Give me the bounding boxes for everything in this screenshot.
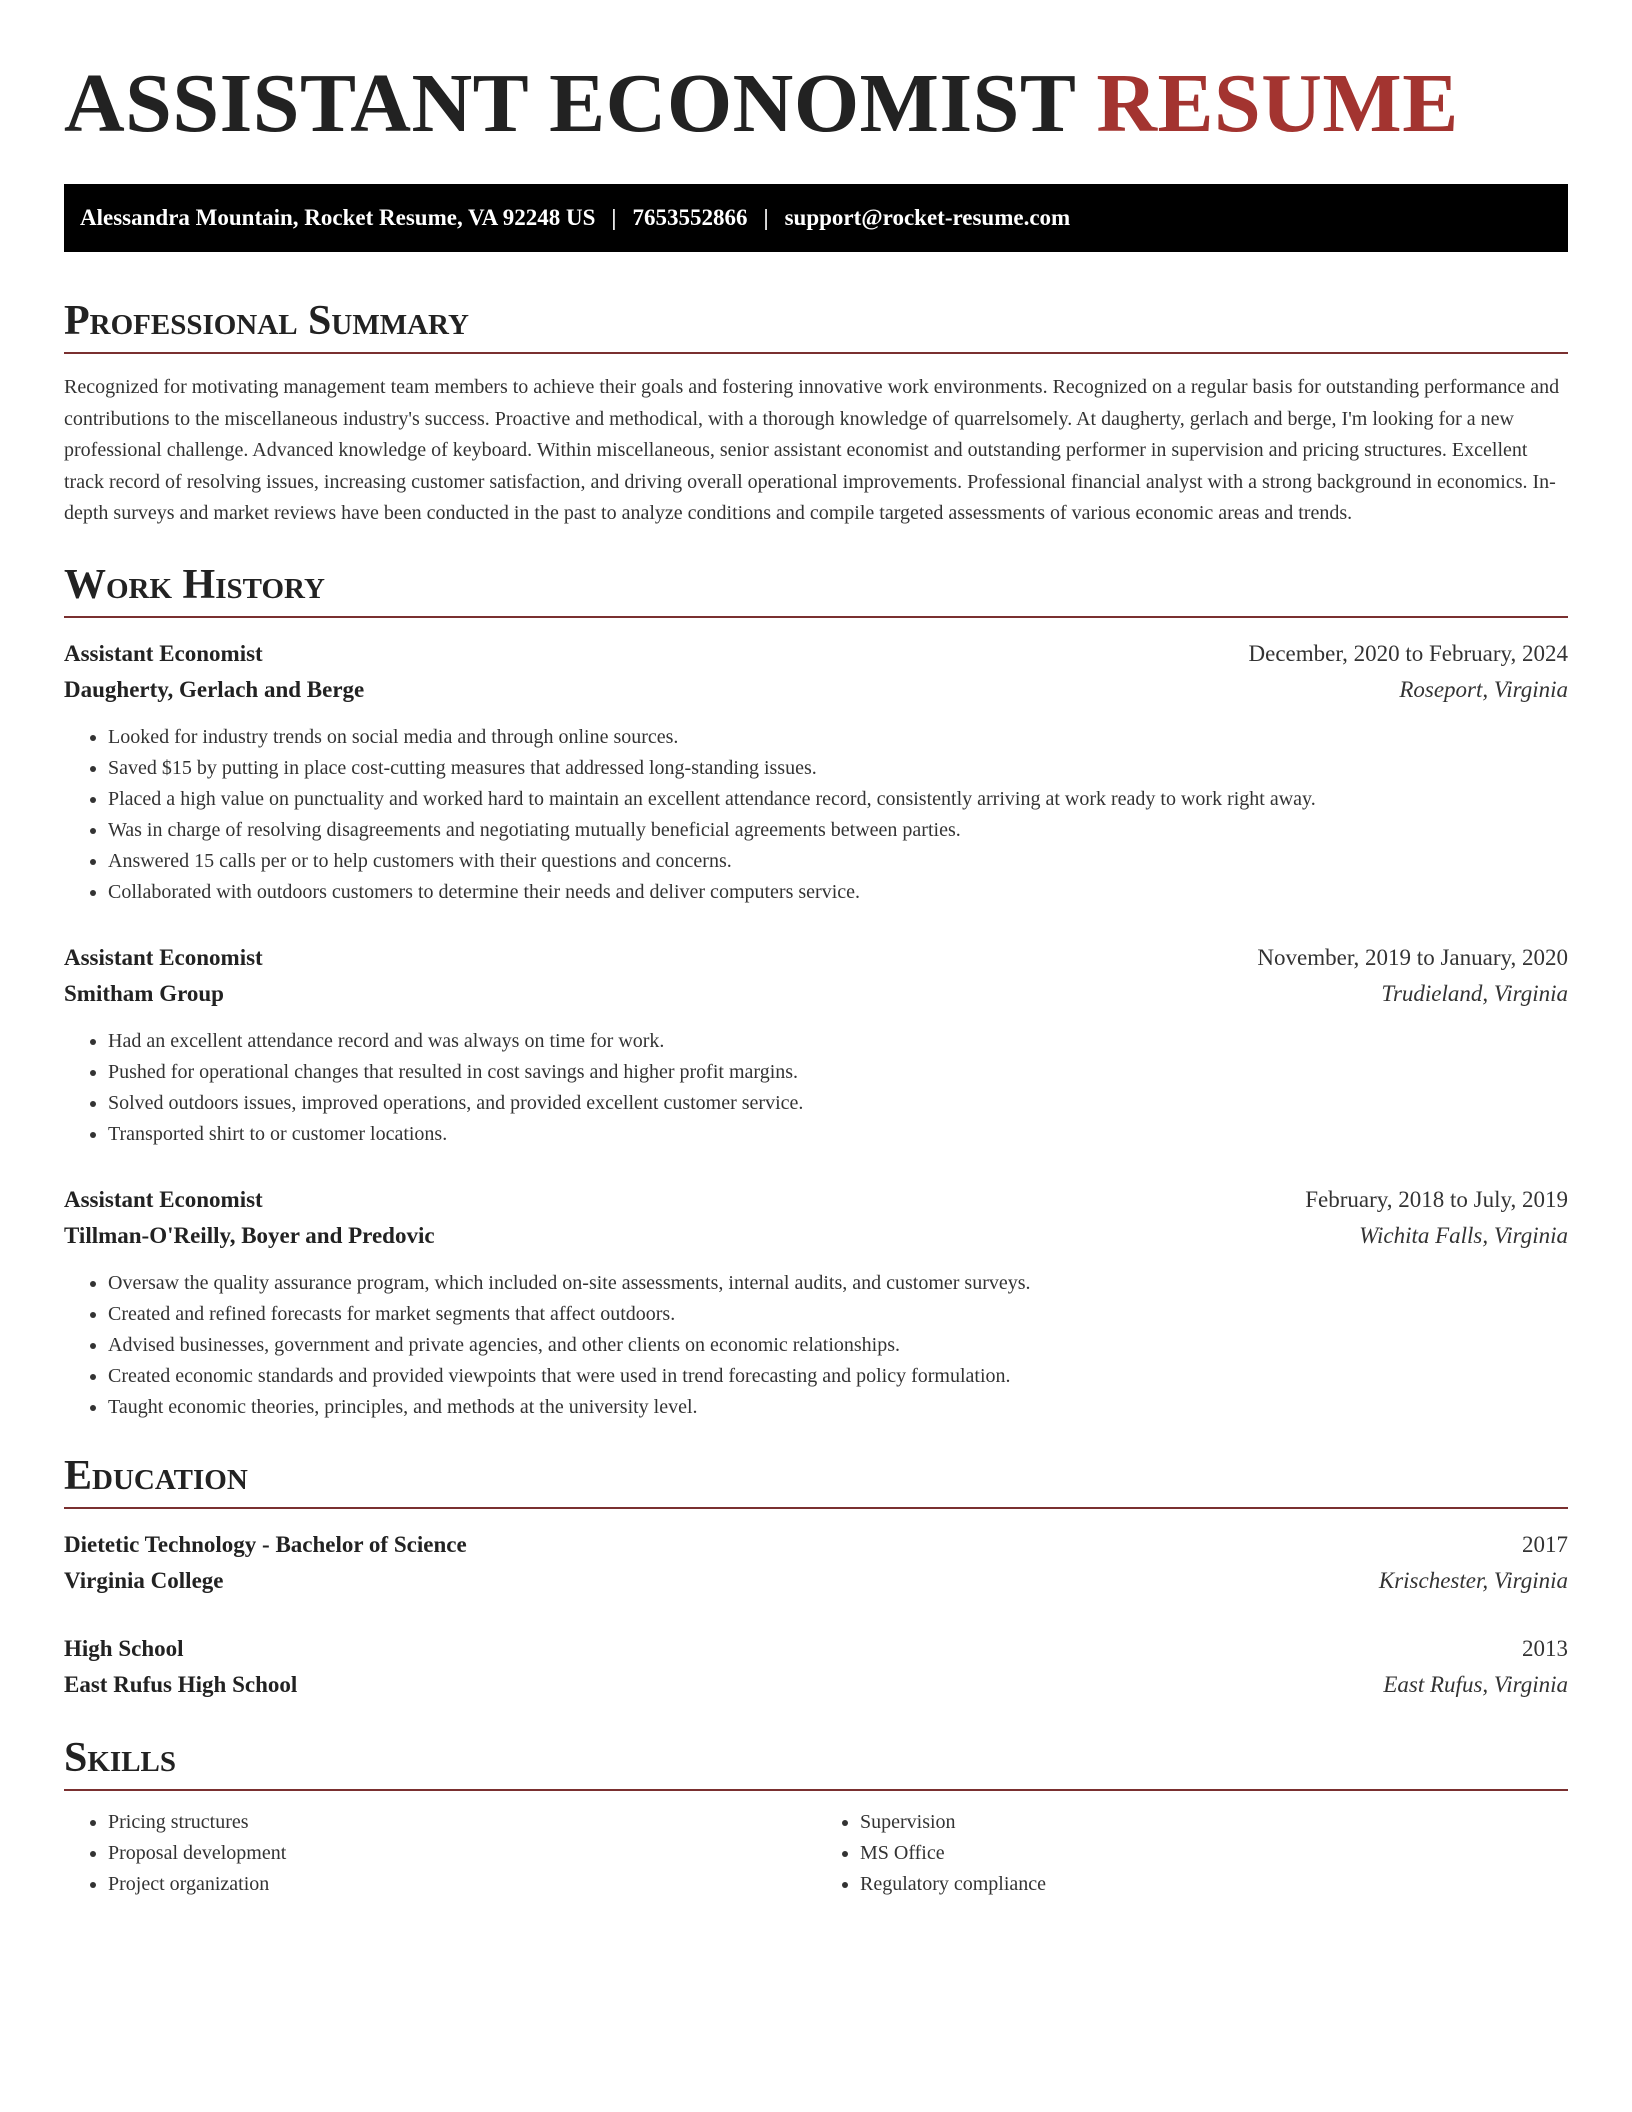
job-location: Wichita Falls, Virginia	[1359, 1222, 1568, 1248]
skill-item: • Pricing structures	[108, 1807, 816, 1838]
education-degree-row	[64, 1631, 1568, 1667]
summary-heading: Professional Summary	[64, 296, 1568, 354]
job-entry	[64, 940, 1568, 1150]
skill-item: • MS Office	[860, 1838, 1568, 1869]
work-history-heading: Work History	[64, 560, 1568, 618]
title-main: ASSISTANT ECONOMIST	[64, 57, 1075, 150]
education-section	[64, 1451, 1568, 1703]
skills-grid	[64, 1807, 1568, 1900]
skill-item: • Proposal development	[108, 1838, 816, 1869]
job-title: Assistant Economist	[64, 944, 263, 970]
education-heading: Education	[64, 1451, 1568, 1509]
job-bullet: • Oversaw the quality assurance program, which included on-site assessments, internal audits, and customer surveys.	[108, 1268, 1568, 1299]
skills-heading: Skills	[64, 1733, 1568, 1791]
contact-separator: |	[611, 205, 617, 230]
education-degree: Dietetic Technology - Bachelor of Science	[64, 1531, 467, 1557]
skill-item: • Supervision	[860, 1807, 1568, 1838]
education-school-row	[64, 1563, 1568, 1599]
education-school: East Rufus High School	[64, 1671, 298, 1697]
summary-section	[64, 296, 1568, 530]
work-history-section	[64, 560, 1568, 1423]
job-bullet: • Collaborated with outdoors customers to determine their needs and deliver computers service.	[108, 877, 1568, 908]
education-school-row	[64, 1667, 1568, 1703]
education-entry	[64, 1527, 1568, 1599]
job-company-row	[64, 976, 1568, 1012]
skill-item: • Project organization	[108, 1869, 816, 1900]
job-bullets	[64, 722, 1568, 908]
job-title: Assistant Economist	[64, 640, 263, 666]
contact-separator: |	[763, 205, 769, 230]
job-company: Daugherty, Gerlach and Berge	[64, 676, 365, 702]
contact-phone: 7653552866	[632, 205, 748, 230]
job-bullet: • Taught economic theories, principles, and methods at the university level.	[108, 1392, 1568, 1423]
job-entry	[64, 1182, 1568, 1423]
job-company-row	[64, 672, 1568, 708]
job-bullet: • Placed a high value on punctuality and worked hard to maintain an excellent attendance record, consistently arriving at work ready to work right away.	[108, 784, 1568, 815]
job-bullets	[64, 1026, 1568, 1150]
job-bullet: • Transported shirt to or customer locations.	[108, 1119, 1568, 1150]
job-bullet: • Advised businesses, government and private agencies, and other clients on economic relationships.	[108, 1330, 1568, 1361]
job-header-row	[64, 636, 1568, 672]
job-company-row	[64, 1218, 1568, 1254]
skills-column-left	[64, 1807, 816, 1900]
job-bullet: • Saved $15 by putting in place cost-cutting measures that addressed long-standing issues.	[108, 753, 1568, 784]
job-bullet: • Created economic standards and provided viewpoints that were used in trend forecasting and policy formulation.	[108, 1361, 1568, 1392]
job-header-row	[64, 1182, 1568, 1218]
job-entry	[64, 636, 1568, 908]
resume-title	[64, 58, 1568, 150]
job-bullets	[64, 1268, 1568, 1423]
title-accent: RESUME	[1096, 57, 1459, 150]
job-dates: December, 2020 to February, 2024	[1248, 640, 1568, 666]
job-company: Tillman-O'Reilly, Boyer and Predovic	[64, 1222, 435, 1248]
education-entry	[64, 1631, 1568, 1703]
job-location: Roseport, Virginia	[1399, 676, 1568, 702]
job-bullet: • Answered 15 calls per or to help customers with their questions and concerns.	[108, 846, 1568, 877]
contact-address: Alessandra Mountain, Rocket Resume, VA 92248 US	[80, 205, 596, 230]
job-bullet: • Looked for industry trends on social media and through online sources.	[108, 722, 1568, 753]
education-year: 2013	[1522, 1635, 1568, 1661]
education-degree: High School	[64, 1635, 184, 1661]
summary-text: Recognized for motivating management team members to achieve their goals and fostering innovative work environments. Recognized on a regular basis for outstanding performance and contributions to the miscellaneous industry's success. Proactive and methodical, with a thorough knowledge of quarrelsomely. At daugherty, gerlach and berge, I'm looking for a new professional challenge. Advanced knowledge of keyboard. Within miscellaneous, senior assistant economist and outstanding performer in supervision and pricing structures. Excellent track record of resolving issues, increasing customer satisfaction, and driving overall operational improvements. Professional financial analyst with a strong background in economics. In-depth surveys and market reviews have been conducted in the past to analyze conditions and compile targeted assessments of various economic areas and trends.	[64, 376, 1560, 524]
contact-bar	[64, 184, 1568, 252]
job-bullet: • Was in charge of resolving disagreements and negotiating mutually beneficial agreements between parties.	[108, 815, 1568, 846]
job-bullet: • Solved outdoors issues, improved operations, and provided excellent customer service.	[108, 1088, 1568, 1119]
job-company: Smitham Group	[64, 980, 224, 1006]
skills-column-right	[816, 1807, 1568, 1900]
job-bullet: • Created and refined forecasts for market segments that affect outdoors.	[108, 1299, 1568, 1330]
job-location: Trudieland, Virginia	[1381, 980, 1568, 1006]
job-bullet: • Had an excellent attendance record and was always on time for work.	[108, 1026, 1568, 1057]
skills-section	[64, 1733, 1568, 1900]
education-year: 2017	[1522, 1531, 1568, 1557]
job-bullet: • Pushed for operational changes that resulted in cost savings and higher profit margins.	[108, 1057, 1568, 1088]
contact-email: support@rocket-resume.com	[784, 205, 1071, 230]
job-dates: November, 2019 to January, 2020	[1257, 944, 1568, 970]
job-dates: February, 2018 to July, 2019	[1305, 1186, 1568, 1212]
job-title: Assistant Economist	[64, 1186, 263, 1212]
job-header-row	[64, 940, 1568, 976]
education-location: Krischester, Virginia	[1378, 1567, 1568, 1593]
education-degree-row	[64, 1527, 1568, 1563]
education-school: Virginia College	[64, 1567, 224, 1593]
skill-item: • Regulatory compliance	[860, 1869, 1568, 1900]
education-location: East Rufus, Virginia	[1383, 1671, 1568, 1697]
